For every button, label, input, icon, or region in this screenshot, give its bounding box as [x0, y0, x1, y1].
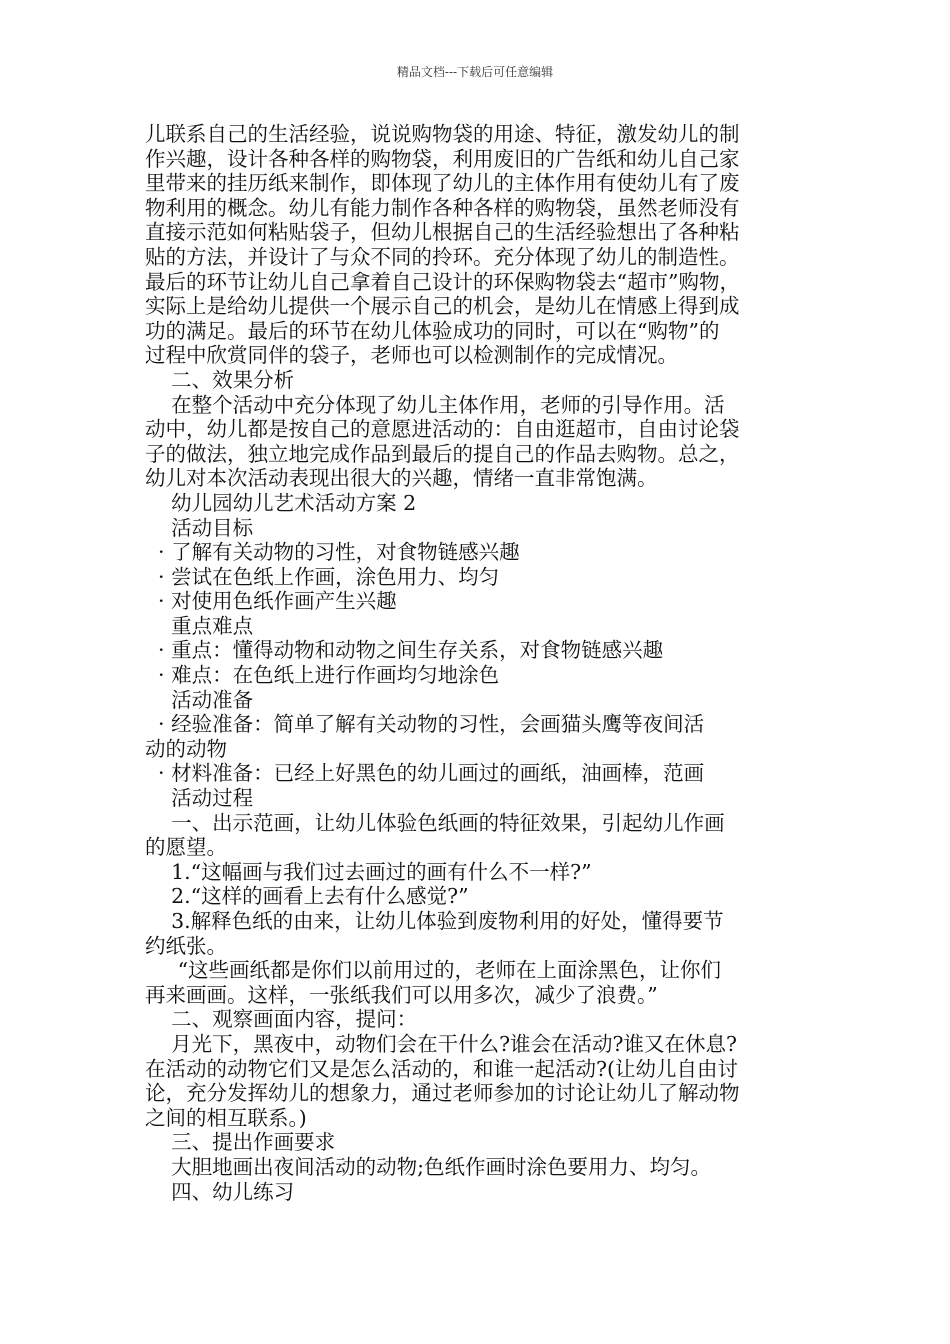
- text-line: 物利用的概念。幼儿有能力制作各种各样的购物袋，虽然老师没有: [145, 195, 740, 220]
- text-line: 子的做法，独立地完成作品到最后的提自己的作品去购物。总之，: [145, 441, 740, 466]
- text-line: 最后的环节让幼儿自己拿着自己设计的环保购物袋去“超市”购物，: [145, 269, 740, 294]
- text-line: 幼儿园幼儿艺术活动方案 2: [145, 490, 417, 515]
- text-line: 活动过程: [145, 786, 254, 811]
- text-line: 儿联系自己的生活经验，说说购物袋的用途、特征，激发幼儿的制: [145, 122, 740, 146]
- text-line: · 尝试在色纸上作画，涂色用力、均匀: [145, 564, 500, 589]
- text-line: 四、幼儿练习: [145, 1179, 295, 1204]
- text-line: 月光下，黑夜中，动物们会在干什么?谁会在活动?谁又在休息?: [145, 1031, 738, 1056]
- text-line: · 了解有关动物的习性，对食物链感兴趣: [145, 540, 520, 565]
- text-line: 的愿望。: [145, 835, 227, 860]
- text-line: · 重点：懂得动物和动物之间生存关系，对食物链感兴趣: [145, 638, 664, 663]
- text-line: · 经验准备：简单了解有关动物的习性，会画猫头鹰等夜间活: [145, 712, 705, 737]
- text-line: 论，充分发挥幼儿的想象力，通过老师参加的讨论让幼儿了解动物: [145, 1081, 740, 1106]
- text-line: 二、效果分析: [145, 367, 295, 392]
- page-header: 精品文档---下载后可任意编辑: [396, 65, 554, 79]
- text-line: 作兴趣，设计各种各样的购物袋，利用废旧的广告纸和幼儿自己家: [145, 146, 740, 171]
- text-line: 1.“这幅画与我们过去画过的画有什么不一样?”: [145, 859, 592, 884]
- text-line: 之间的相互联系。): [145, 1105, 307, 1130]
- text-line: 在活动的动物它们又是怎么活动的，和谁一起活动?(让幼儿自由讨: [145, 1056, 738, 1081]
- document-body: [145, 122, 815, 1204]
- text-line: “这些画纸都是你们以前用过的，老师在上面涂黑色，让你们: [145, 958, 722, 983]
- text-line: 三、提出作画要求: [145, 1130, 336, 1155]
- text-line: 活动目标: [145, 515, 254, 540]
- text-line: 动的动物: [145, 736, 227, 761]
- text-line: 实际上是给幼儿提供一个展示自己的机会，是幼儿在情感上得到成: [145, 294, 740, 319]
- text-line: 活动准备: [145, 687, 254, 712]
- text-line: 过程中欣赏同伴的袋子，老师也可以检测制作的完成情况。: [145, 343, 678, 368]
- text-line: 里带来的挂历纸来制作，即体现了幼儿的主体作用有使幼儿有了废: [145, 171, 740, 196]
- text-line: 幼儿对本次活动表现出很大的兴趣，情绪一直非常饱满。: [145, 466, 658, 491]
- text-line: 二、观察画面内容，提问：: [145, 1007, 418, 1032]
- text-line: 2.“这样的画看上去有什么感觉?”: [145, 884, 469, 909]
- text-line: 功的满足。最后的环节在幼儿体验成功的同时，可以在“购物”的: [145, 318, 720, 343]
- text-line: · 材料准备：已经上好黑色的幼儿画过的画纸，油画棒，范画: [145, 761, 705, 786]
- text-line: 一、出示范画，让幼儿体验色纸画的特征效果，引起幼儿作画: [145, 810, 725, 835]
- text-line: 约纸张。: [145, 933, 227, 958]
- text-line: 贴的方法，并设计了与众不同的拎环。充分体现了幼儿的制造性。: [145, 244, 740, 269]
- text-line: 大胆地画出夜间活动的动物;色纸作画时涂色要用力、均匀。: [145, 1154, 711, 1179]
- text-line: 再来画画。这样，一张纸我们可以用多次，减少了浪费。”: [145, 982, 658, 1007]
- text-line: · 对使用色纸作画产生兴趣: [145, 589, 397, 614]
- text-line: · 难点：在色纸上进行作画均匀地涂色: [145, 663, 500, 688]
- text-line: 重点难点: [145, 613, 254, 638]
- text-line: 直接示范如何粘贴袋子，但幼儿根据自己的生活经验想出了各种粘: [145, 220, 740, 245]
- text-line: 在整个活动中充分体现了幼儿主体作用，老师的引导作用。活: [145, 392, 725, 417]
- text-line: 3.解释色纸的由来，让幼儿体验到废物利用的好处，懂得要节: [145, 909, 724, 933]
- text-line: 动中，幼儿都是按自己的意愿进活动的：自由逛超市，自由讨论袋: [145, 417, 740, 442]
